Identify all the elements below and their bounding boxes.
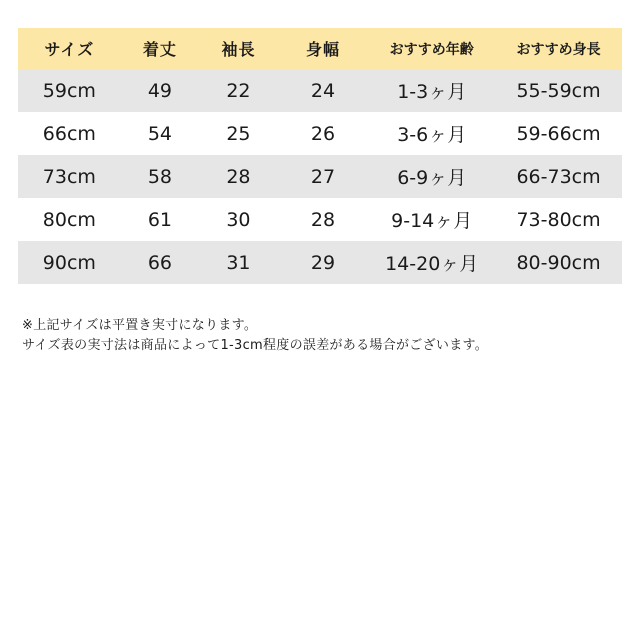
cell-width: 28 [310,208,336,231]
cell-size: 73cm [42,165,96,188]
cell-width: 24 [310,79,336,102]
cell-sleeve: 28 [226,165,251,188]
table-header-row [18,28,622,69]
cell-width: 27 [310,165,336,188]
cell-width: 26 [310,122,336,145]
cell-length: 66 [147,251,173,274]
header-length: 着丈 [142,40,177,59]
header-size: サイズ [44,40,95,59]
header-recommended-age: おすすめ年齢 [389,41,474,58]
cell-sleeve: 31 [226,251,251,274]
cell-height: 55-59cm [516,79,601,102]
cell-age: 14-20ヶ月 [385,253,479,275]
cell-size: 66cm [42,122,96,145]
size-notes [22,316,632,356]
cell-age: 6-9ヶ月 [397,167,467,189]
size-chart-table [18,28,622,284]
cell-sleeve: 25 [226,122,251,145]
cell-size: 80cm [42,208,96,231]
cell-sleeve: 22 [226,79,251,102]
cell-age: 3-6ヶ月 [397,124,467,146]
header-width: 身幅 [305,40,340,59]
cell-size: 59cm [42,79,96,102]
cell-length: 58 [147,165,173,188]
table-row [18,198,622,241]
table-row [18,155,622,198]
cell-sleeve: 30 [226,208,251,231]
cell-height: 73-80cm [516,208,601,231]
cell-height: 66-73cm [516,165,601,188]
table-row [18,241,622,284]
cell-age: 1-3ヶ月 [397,81,467,103]
cell-size: 90cm [42,251,96,274]
table-row [18,112,622,155]
cell-width: 29 [310,251,336,274]
cell-height: 59-66cm [516,122,601,145]
note-measurement-tolerance: サイズ表の実寸法は商品によって1-3cm程度の誤差がある場合がございます。 [22,338,489,353]
cell-length: 61 [147,208,173,231]
cell-length: 54 [147,122,173,145]
note-flat-measurement: ※上記サイズは平置き実寸になります。 [22,318,258,333]
cell-height: 80-90cm [516,251,601,274]
header-sleeve: 袖長 [221,40,256,59]
table-row [18,69,622,112]
cell-age: 9-14ヶ月 [391,210,473,232]
header-recommended-height: おすすめ身長 [516,41,601,58]
cell-length: 49 [147,79,173,102]
